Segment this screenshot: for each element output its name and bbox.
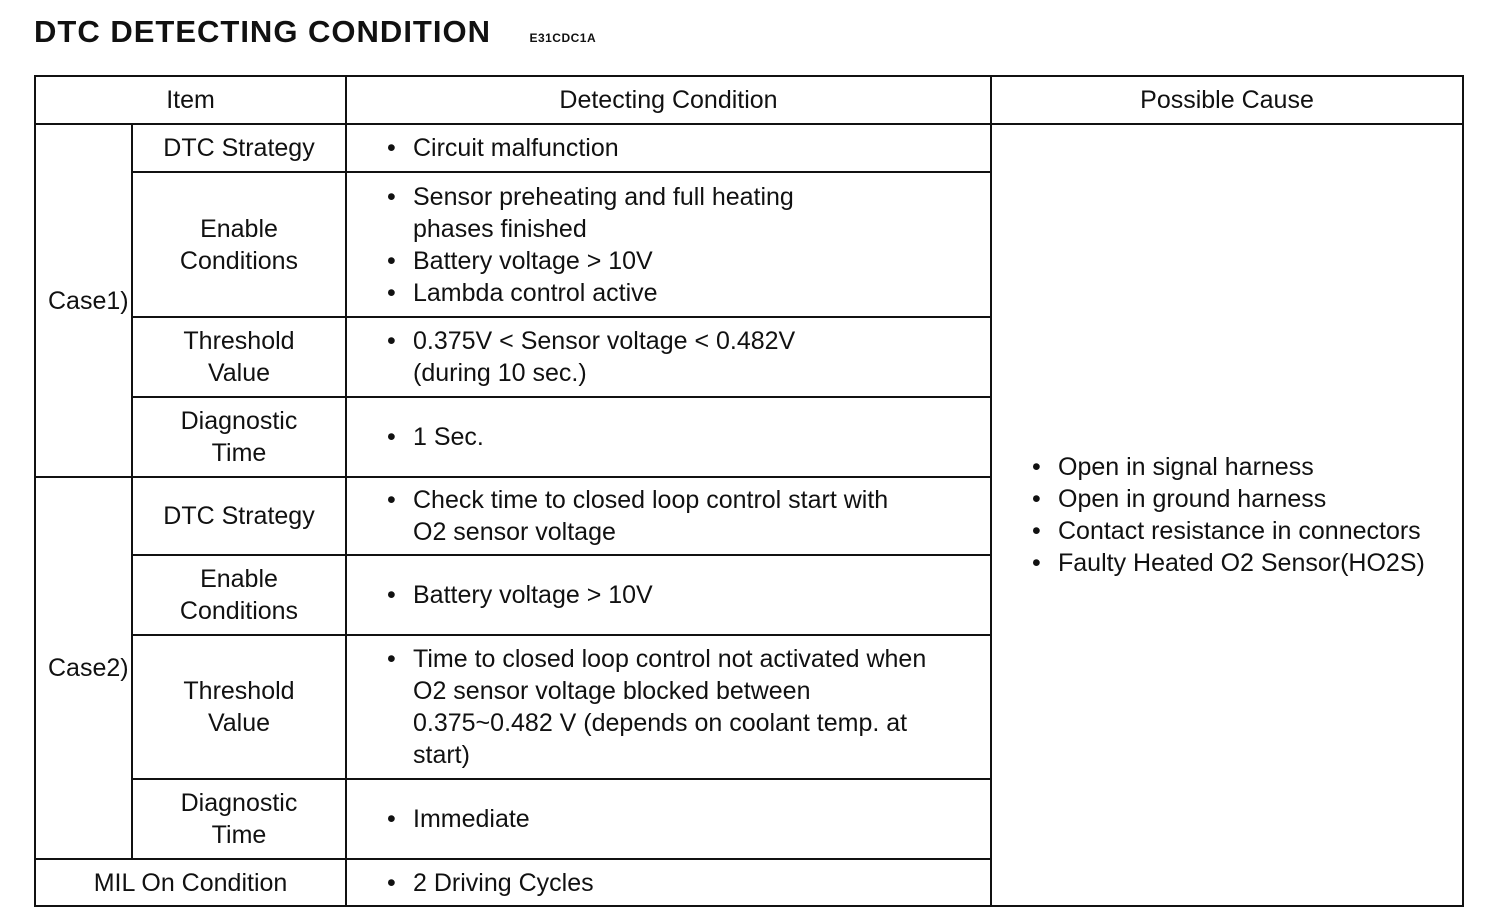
mil-on-condition-label: MIL On Condition [35, 859, 346, 906]
condition-bullet: • Lambda control active [387, 277, 867, 309]
condition-bullet: • Immediate [387, 803, 982, 835]
page-header [34, 14, 596, 54]
case1-label: Case1) [35, 124, 132, 477]
possible-cause-cell [991, 124, 1463, 906]
page-title: DTC DETECTING CONDITION [34, 14, 491, 49]
table-row [35, 124, 1463, 172]
case2-condition-threshold-value [346, 635, 991, 779]
condition-bullet: • Battery voltage > 10V [387, 579, 982, 611]
case1-condition-enable-conditions [346, 172, 991, 317]
cause-bullet: • Faulty Heated O2 Sensor(HO2S) [1032, 547, 1462, 579]
condition-bullet: • Circuit malfunction [387, 132, 982, 164]
condition-bullet: • Check time to closed loop control start with O2 sensor voltage [387, 484, 907, 548]
cause-bullet: • Open in ground harness [1032, 483, 1462, 515]
case1-item-enable-conditions: Enable Conditions [132, 172, 346, 317]
case2-condition-enable-conditions [346, 555, 991, 635]
case1-item-threshold-value: Threshold Value [132, 317, 346, 397]
mil-on-condition-value [346, 859, 991, 906]
condition-bullet: • 2 Driving Cycles [387, 867, 982, 899]
condition-bullet: • Time to closed loop control not activated when O2 sensor voltage blocked between 0.375~0.482 V (depends on coolant temp. at start) [387, 643, 927, 771]
dtc-condition-table [34, 75, 1464, 907]
cause-bullet: • Contact resistance in connectors [1032, 515, 1462, 547]
condition-bullet: • Battery voltage > 10V [387, 245, 867, 277]
case2-condition-diagnostic-time [346, 779, 991, 859]
case1-condition-diagnostic-time [346, 397, 991, 477]
case1-condition-dtc-strategy [346, 124, 991, 172]
document-code: E31CDC1A [529, 31, 597, 45]
case2-item-diagnostic-time: Diagnostic Time [132, 779, 346, 859]
condition-bullet: • Sensor preheating and full heating phases finished [387, 181, 867, 245]
case1-condition-threshold-value [346, 317, 991, 397]
header-item: Item [35, 76, 346, 124]
condition-bullet: • 0.375V < Sensor voltage < 0.482V (during 10 sec.) [387, 325, 857, 389]
case2-item-enable-conditions: Enable Conditions [132, 555, 346, 635]
case1-item-dtc-strategy: DTC Strategy [132, 124, 346, 172]
header-row [35, 76, 1463, 124]
header-detecting-condition: Detecting Condition [346, 76, 991, 124]
case2-label: Case2) [35, 477, 132, 859]
condition-bullet: • 1 Sec. [387, 421, 982, 453]
case2-condition-dtc-strategy [346, 477, 991, 555]
case1-item-diagnostic-time: Diagnostic Time [132, 397, 346, 477]
cause-bullet: • Open in signal harness [1032, 451, 1462, 483]
case2-item-dtc-strategy: DTC Strategy [132, 477, 346, 555]
case2-item-threshold-value: Threshold Value [132, 635, 346, 779]
header-possible-cause: Possible Cause [991, 76, 1463, 124]
